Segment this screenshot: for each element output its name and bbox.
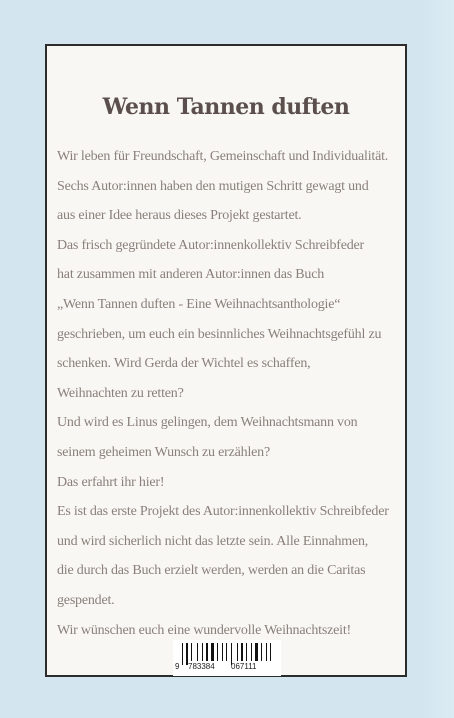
- barcode-bar: [226, 643, 227, 661]
- barcode-bar: [251, 643, 252, 661]
- barcode-bar: [261, 643, 262, 661]
- blurb-line: Wir leben für Freundschaft, Gemeinschaft und Individualität.: [57, 149, 389, 164]
- barcode-bar: [241, 643, 243, 661]
- book-title: Wenn Tannen duften: [102, 94, 350, 120]
- isbn-barcode: [173, 640, 281, 676]
- barcode-bar: [211, 643, 214, 661]
- background-edge: [424, 0, 454, 718]
- barcode-bar: [246, 643, 247, 661]
- blurb-line: Wir wünschen euch eine wundervolle Weihnachtszeit!: [57, 622, 351, 638]
- blurb-text: [57, 142, 407, 645]
- barcode-left-group: 783384: [188, 662, 215, 671]
- blurb-line: Und wird es Linus gelingen, dem Weihnachtsmann von: [57, 415, 358, 431]
- blurb-line: „Wenn Tannen duften - Eine Weihnachtsanthologie“: [57, 296, 341, 312]
- blurb-line: Das frisch gegründete Autor:innenkollektiv Schreibfeder: [57, 237, 365, 253]
- blurb-line: Es ist das erste Projekt des Autor:innenkollektiv Schreibfeder: [57, 504, 389, 520]
- barcode-bar: [255, 643, 258, 661]
- blurb-line: die durch das Buch erzielt werden, werden an die Caritas: [57, 563, 366, 579]
- barcode-bar: [206, 643, 208, 661]
- blurb-line: seinem geheimen Wunsch zu erzählen?: [57, 444, 270, 460]
- blurb-line: hat zusammen mit anderen Autor:innen das Buch: [57, 267, 325, 283]
- blurb-line: und wird sicherlich nicht das letzte sein. Alle Einnahmen,: [57, 533, 369, 549]
- barcode-first-digit: 9: [175, 662, 180, 671]
- barcode-bar: [182, 643, 183, 665]
- barcode-bar: [202, 643, 203, 661]
- back-cover-panel: [45, 44, 407, 677]
- blurb-line: geschrieben, um euch ein besinnliches Weihnachtsgefühl zu: [57, 326, 382, 342]
- barcode-bar: [191, 643, 192, 661]
- barcode-right-group: 067111: [231, 662, 257, 671]
- barcode-bar: [197, 643, 198, 661]
- blurb-line: aus einer Idee heraus dieses Projekt gestartet.: [57, 208, 302, 224]
- blurb-line: Sechs Autor:innen haben den mutigen Schritt gewagt und: [57, 178, 369, 194]
- blurb-line: schenken. Wird Gerda der Wichtel es schaffen,: [57, 356, 311, 372]
- barcode-bar: [237, 643, 238, 661]
- barcode-bar: [222, 643, 223, 661]
- blurb-line: gespendet.: [57, 592, 115, 608]
- barcode-bar: [270, 643, 271, 661]
- barcode-bar: [217, 643, 218, 661]
- barcode-bar: [266, 643, 267, 661]
- blurb-line: Weihnachten zu retten?: [57, 385, 184, 401]
- blurb-line: Das erfahrt ihr hier!: [57, 474, 165, 490]
